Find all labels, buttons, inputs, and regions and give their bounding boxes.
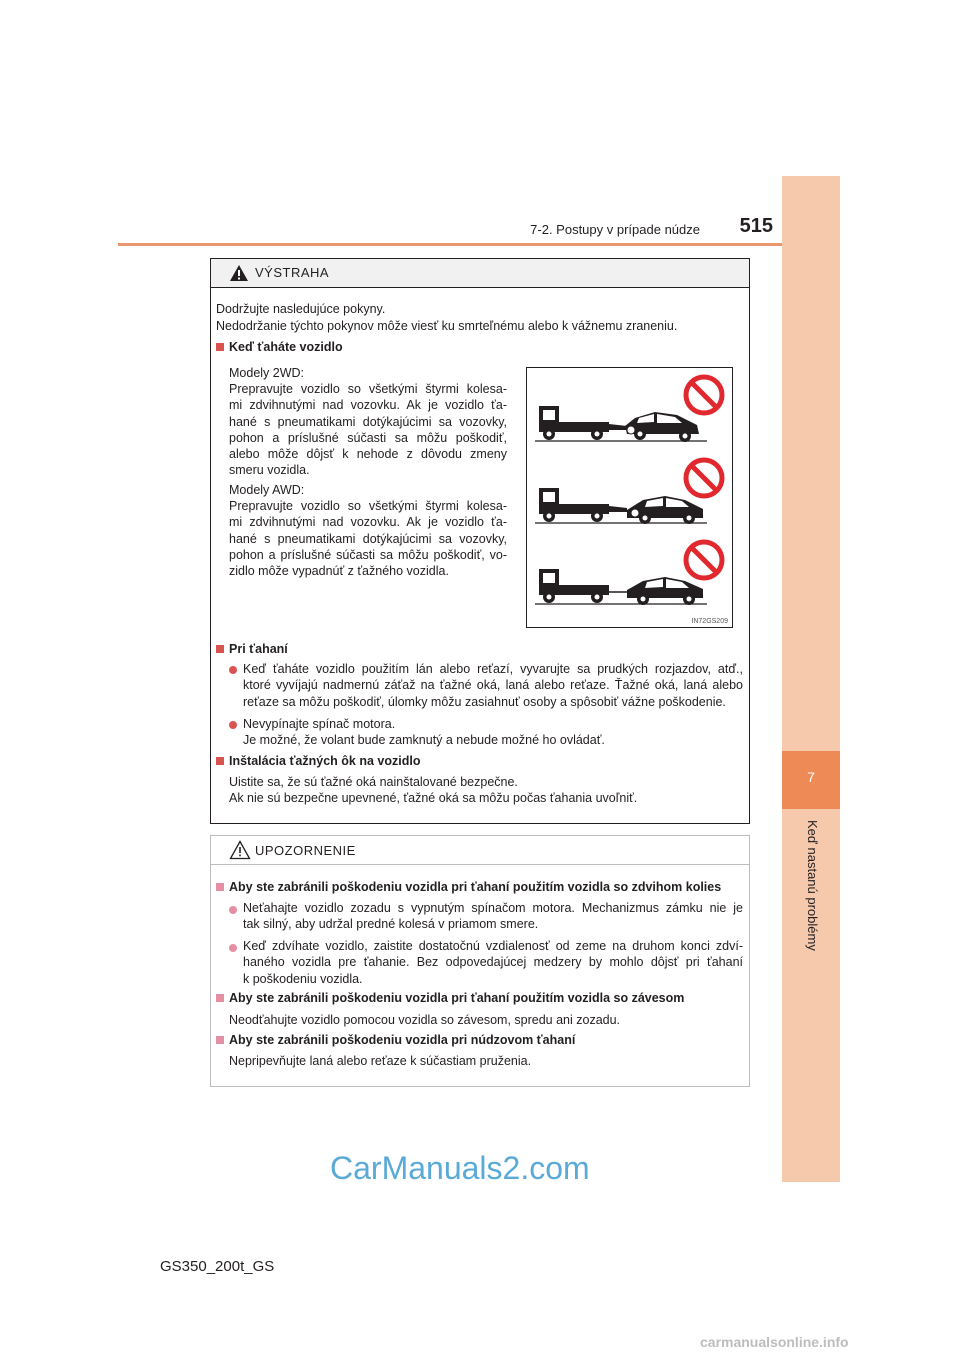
text-line: mi zdvihnutými nad vozovku. Ak je vozidlo ťa- bbox=[229, 398, 507, 413]
text-line: k poškodeniu vozidla. bbox=[243, 971, 363, 986]
warning-title: VÝSTRAHA bbox=[255, 265, 330, 280]
square-bullet-icon bbox=[216, 883, 224, 891]
round-bullet-icon bbox=[229, 721, 237, 729]
tow-scene-1 bbox=[535, 406, 707, 442]
warning-triangle-icon bbox=[229, 264, 249, 282]
caution-h1-text: Aby ste zabránili poškodeniu vozidla pri ťahaní použitím vozidla so zdvihom kolies bbox=[229, 880, 722, 894]
warning-header bbox=[211, 259, 749, 288]
text-line: Keď zdvíhate vozidlo, zaistite dostatočnú vzdialenosť od zeme na druhom konci zdví- bbox=[243, 939, 743, 953]
text-line: Keď ťaháte vozidlo použitím lán alebo reťazí, vyvarujte sa prudkých rozjazdov, atď., bbox=[243, 662, 743, 676]
caution-h3-text-body: Nepripevňujte laná alebo reťaze k súčastiam pruženia. bbox=[229, 1054, 532, 1068]
text-line: alebo môže dôjsť k nehode z dôvodu zmeny bbox=[229, 447, 507, 462]
towing-heading bbox=[216, 339, 343, 355]
caution-h3 bbox=[216, 1032, 575, 1048]
text-line: Neťahajte vozidlo zozadu s vypnutým spínačom motora. Mechanizmus zámku nie je bbox=[243, 901, 743, 915]
text-line: Nevypínajte spínač motora. bbox=[243, 717, 396, 731]
caution-h3-text: Aby ste zabránili poškodeniu vozidla pri núdzovom ťahaní bbox=[229, 1033, 576, 1047]
text-line: tak silný, aby udržal predné kolesá v priamom smere. bbox=[243, 917, 539, 932]
text-line: Je možné, že volant bude zamknutý a nebude možné ho ovládať. bbox=[243, 733, 605, 748]
square-bullet-icon bbox=[216, 645, 224, 653]
square-bullet-icon bbox=[216, 757, 224, 765]
text-line: mi zdvihnutými nad vozovku. Ak je vozidlo ťa- bbox=[229, 515, 507, 530]
warning-intro-2: Nedodržanie týchto pokynov môže viesť ku smrteľnému alebo k vážnemu zraneniu. bbox=[216, 319, 678, 333]
text-line: zidlo môže vypadnúť z ťažného vozidla. bbox=[229, 564, 449, 579]
header-rule bbox=[118, 243, 840, 246]
tow-scene-2 bbox=[535, 488, 707, 524]
watermark: CarManuals2.com bbox=[330, 1150, 590, 1186]
caution-h1-item-1 bbox=[243, 900, 743, 933]
footer-model: GS350_200t_GS bbox=[160, 1258, 275, 1275]
chapter-number: 7 bbox=[782, 751, 840, 809]
square-bullet-icon bbox=[216, 1036, 224, 1044]
watermark-bottom: carmanualsonline.info bbox=[700, 1334, 849, 1350]
text-line: haného vozidla pre ťahanie. Bez odpovedajúcej medzery by mohlo dôjsť pri ťahaní bbox=[243, 955, 743, 970]
caution-h1-item-2 bbox=[243, 938, 743, 987]
pulling-item-2 bbox=[243, 716, 605, 749]
round-bullet-icon bbox=[229, 906, 237, 914]
install-heading-text: Inštalácia ťažných ôk na vozidlo bbox=[229, 754, 421, 768]
prohibition-sign-icon bbox=[686, 542, 722, 578]
caution-h2-text: Aby ste zabránili poškodeniu vozidla pri ťahaní použitím vozidla so závesom bbox=[229, 991, 685, 1005]
chapter-label: Keď nastanú problémy bbox=[805, 820, 820, 951]
pulling-heading-text: Pri ťahaní bbox=[229, 642, 288, 656]
towing-figure bbox=[526, 367, 733, 628]
caution-h2 bbox=[216, 990, 684, 1006]
towing-heading-text: Keď ťaháte vozidlo bbox=[229, 340, 343, 354]
caution-title: UPOZORNENIE bbox=[255, 843, 356, 858]
page-number: 515 bbox=[739, 215, 773, 237]
text-line: Uistite sa, že sú ťažné oká nainštalované bezpečne. bbox=[229, 775, 518, 789]
models-awd-title: Modely AWD: bbox=[229, 483, 305, 497]
models-2wd-text bbox=[229, 381, 507, 479]
warning-triangle-icon bbox=[229, 840, 251, 860]
square-bullet-icon bbox=[216, 994, 224, 1002]
text-line: Prepravujte vozidlo so všetkými štyrmi kolesa- bbox=[229, 382, 507, 396]
text-line: smeru vozidla. bbox=[229, 463, 310, 478]
models-2wd-title: Modely 2WD: bbox=[229, 366, 305, 380]
models-awd-text bbox=[229, 498, 507, 579]
caution-h2-text-body: Neodťahujte vozidlo pomocou vozidla so závesom, spredu ani zozadu. bbox=[229, 1013, 621, 1027]
pulling-heading bbox=[216, 641, 288, 657]
text-line: pohon a príslušné súčasti sa môžu poškodiť, vo- bbox=[229, 547, 507, 562]
towing-illustration bbox=[527, 368, 732, 627]
text-line: reťaze sa môžu poškodiť, úlomky môžu zasiahnuť osoby a spôsobiť vážne poškodenie. bbox=[243, 694, 726, 709]
figure-code: IN72GS209 bbox=[691, 618, 728, 625]
tow-scene-3 bbox=[535, 569, 707, 605]
side-tab bbox=[782, 176, 840, 1182]
caution-h1 bbox=[216, 879, 721, 895]
section-title: 7-2. Postupy v prípade núdze bbox=[530, 222, 700, 237]
warning-intro-1: Dodržujte nasledujúce pokyny. bbox=[216, 302, 386, 316]
text-line: Prepravujte vozidlo so všetkými štyrmi kolesa- bbox=[229, 499, 507, 513]
round-bullet-icon bbox=[229, 944, 237, 952]
install-text bbox=[229, 774, 637, 807]
square-bullet-icon bbox=[216, 343, 224, 351]
text-line: hané s pneumatikami dotýkajúcimi sa vozovky, bbox=[229, 414, 507, 429]
pulling-item-1 bbox=[243, 661, 743, 710]
text-line: ktoré vyvíjajú nadmernú záťaž na ťažné oká, laná alebo reťaze. Ťažné oká, laná alebo bbox=[243, 678, 743, 693]
text-line: pohon a príslušné súčasti sa môžu poškodiť, bbox=[229, 430, 507, 445]
text-line: hané s pneumatikami dotýkajúcimi sa vozovky, bbox=[229, 531, 507, 546]
prohibition-sign-icon bbox=[686, 377, 722, 413]
text-line: Ak nie sú bezpečne upevnené, ťažné oká sa môžu počas ťahania uvoľniť. bbox=[229, 791, 638, 806]
caution-header bbox=[211, 836, 749, 865]
prohibition-sign-icon bbox=[686, 460, 722, 496]
round-bullet-icon bbox=[229, 666, 237, 674]
install-heading bbox=[216, 753, 420, 769]
